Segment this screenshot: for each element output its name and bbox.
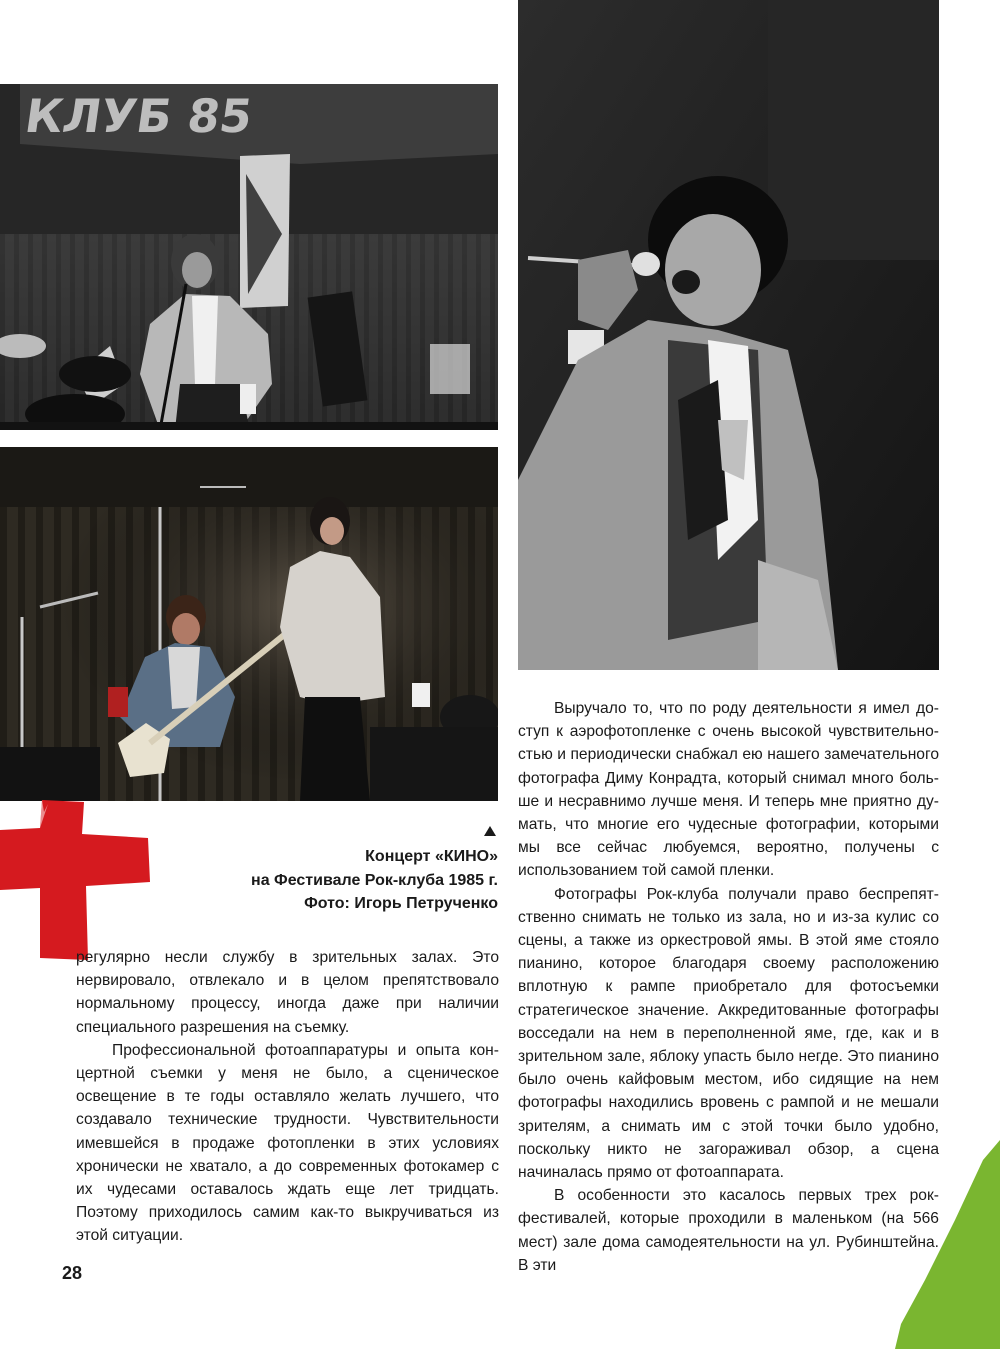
left-text-column xyxy=(76,946,499,1248)
page-number: 28 xyxy=(62,1263,83,1283)
caption-line-3: Фото: Игорь Петрученко xyxy=(304,895,498,912)
photo-stage-bw xyxy=(0,84,498,430)
caption-arrow-icon xyxy=(484,826,496,836)
photo-caption xyxy=(160,845,498,916)
photo-singer-portrait xyxy=(518,0,939,670)
banner-text: КЛУБ 85 xyxy=(21,89,256,143)
left-paragraph-1: регулярно несли службу в зрительных залах. Это нервировало, отвлекало и в целом препятствовало нормальному процессу, иногда даже при наличии специального разрешения на съемку. xyxy=(76,949,499,1036)
photo-stage-color xyxy=(0,447,498,801)
caption-line-1: Концерт «КИНО» xyxy=(365,848,498,865)
red-cross-icon xyxy=(0,800,150,960)
right-paragraph-3: В особенности это касалось первых трех рок-фестивалей, которые проходили в маленьком (на 566 мест) зале дома самодеятельности на ул. Рубинштейна. В эти xyxy=(518,1187,939,1274)
left-paragraph-2: Профессиональной фотоаппаратуры и опыта концертной съемки у меня не было, а сценическое освещение в те годы оставляло желать лучшего, что создавало технические трудности. Чувствительности имевшейся в продаже фотопленки в этих условиях хронически не хватало, а до современных фотокамер с их чудесами оставалось ждать еще лет тридцать. Поэтому приходилось самим как-то выкручиваться из этой ситуации. xyxy=(76,1041,499,1245)
caption-line-2: на Фестивале Рок-клуба 1985 г. xyxy=(251,871,498,889)
right-paragraph-1: Выручало то, что по роду деятельности я имел доступ к аэрофотопленке с очень высокой чувствительностью и периодически снабжал ею нашего замечательного фотографа Диму Конрадта, который снимал много больше и несравнимо лучше меня. И теперь мне приятно думать, что многие его чудесные фотографии, которыми мы все сейчас любуемся, вероятно, получены с использованием той самой пленки. xyxy=(518,700,939,880)
right-text-column xyxy=(518,697,939,1277)
right-paragraph-2: Фотографы Рок-клуба получали право беспрепятственно снимать не только из зала, но и из-за кулис со сцены, а также из оркестровой ямы. В этой яме стояло пианино, которое благодаря своему расположению вплотную к рампе приобретало для фотосъемки стратегическое значение. Аккредитованные фотографы восседали на нем в переполненной яме, где, как и в зрительном зале, яблоку упасть было негде. Это пианино было очень кайфовым местом, ибо сидящие на нем фотографы находились вровень с рампой и не мешали зрителям, а снимать им с этой точки было удобно, поскольку никто не загораживал обзор, а сцена начиналась прямо от фотоаппарата. xyxy=(518,885,939,1182)
